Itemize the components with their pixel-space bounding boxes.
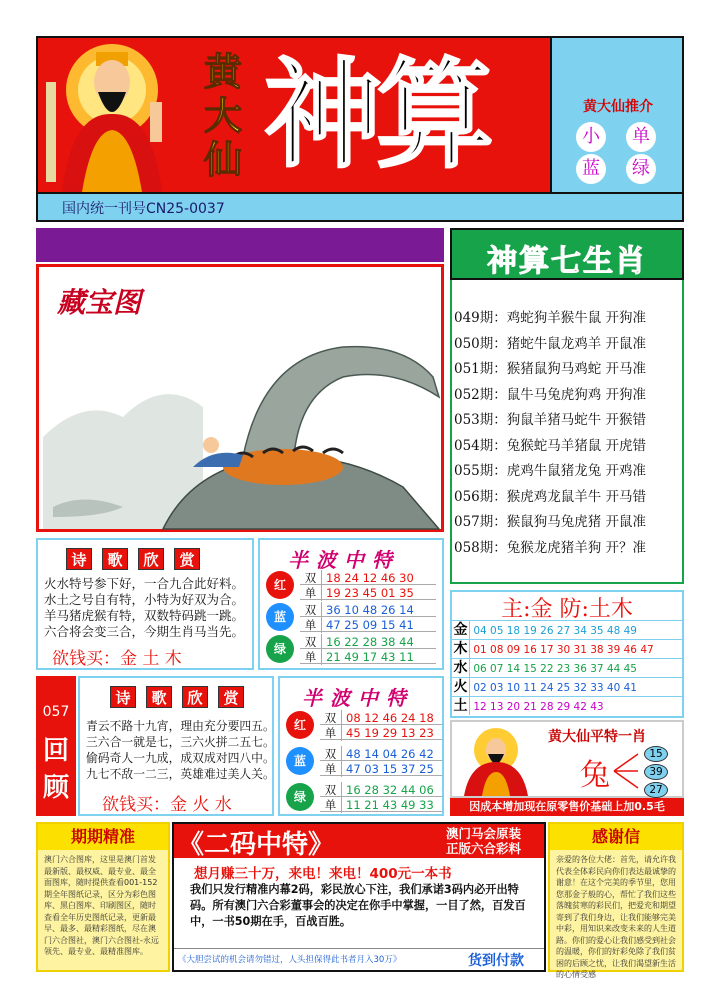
wave-values: 48 14 04 26 42 [346, 747, 434, 761]
pingte-title: 黄大仙平特一肖 [548, 729, 646, 745]
wave-key: 双 [320, 710, 342, 726]
two-code-side [446, 826, 521, 856]
wave-line-even [320, 782, 442, 797]
brand-char: 黄 [203, 49, 242, 94]
wave-values: 11 21 43 49 33 [346, 798, 434, 812]
zodiac-row: 053期：狗鼠羊猪马蛇牛 开猴错 [454, 412, 647, 428]
wave-values: 16 28 32 44 06 [346, 783, 434, 797]
element-row-earth [452, 696, 682, 715]
review-panel [36, 676, 76, 816]
poem-panel-2 [78, 676, 274, 816]
element-key: 土 [452, 697, 470, 715]
pointer-arrows-icon [612, 748, 640, 794]
wave-line-odd [320, 797, 442, 812]
wave-color-badge: 蓝 [286, 747, 314, 775]
accuracy-panel [36, 822, 170, 972]
wave-key: 双 [300, 570, 322, 586]
wave-panel-2 [278, 676, 444, 816]
wave-line-even [300, 634, 436, 649]
poem-tags [66, 548, 210, 570]
zodiac-row: 054期：兔猴蛇马羊猪鼠 开虎错 [454, 437, 647, 454]
recommend-item: 单 [626, 122, 656, 152]
deity-small-illustration [456, 726, 536, 796]
recommend-item: 蓝 [576, 154, 606, 184]
zodiac-row: 057期：猴鼠狗马兔虎猪 开鼠准 [454, 514, 647, 530]
poem-line: 羊马猪虎猴有特，双数特码跳一跳。 [44, 608, 245, 623]
zodiac-row: 052期：鼠牛马兔虎狗鸡 开狗准 [454, 386, 647, 403]
wave-values: 16 22 28 38 44 [326, 635, 414, 649]
pingte-ball: 27 [644, 782, 668, 798]
element-row-water [452, 658, 682, 677]
accuracy-text: 澳门六合图库，这里是澳门首发最新版、最权威、最专业、最全面图库，随时提供查看001-152期全年图纸记录，区分为彩色图库、黑白图库、印刷图区，随时查看全年历史图纸记录，更新最早、最多、最精彩图纸，尽在澳门六合图社，澳门六合图社-永远领先、最专业、最精准图库。 [44, 855, 159, 956]
wave-line-even [300, 570, 436, 585]
element-numbers: 02 03 10 11 24 25 32 33 40 41 [473, 682, 637, 694]
wave-color-badge: 红 [266, 571, 294, 599]
element-numbers: 06 07 14 15 22 23 36 37 44 45 [473, 663, 637, 675]
two-code-title: 《二码中特》 [178, 830, 335, 860]
poem-line: 三六合一就是七，三六火拼二五七。 [86, 735, 275, 749]
element-key: 金 [452, 621, 470, 639]
wave-key: 单 [300, 649, 322, 665]
pingte-zodiac: 兔 [580, 758, 610, 793]
wave-values: 36 10 48 26 14 [326, 603, 414, 617]
poem-tag: 诗 [110, 686, 136, 708]
wave-line-even [300, 602, 436, 617]
publication-number: 国内统一刊号CN25-0037 [62, 201, 225, 217]
wave-color-badge: 蓝 [266, 603, 294, 631]
zodiac-header [450, 228, 684, 280]
wave-key: 单 [300, 617, 322, 633]
wave-values: 21 49 17 43 11 [326, 650, 414, 664]
poem-want: 欲钱买：金 土 木 [52, 649, 182, 669]
pingte-ball: 15 [644, 746, 668, 762]
wave-lines [320, 782, 442, 812]
wave-key: 单 [320, 761, 342, 777]
wave-color-badge: 绿 [266, 635, 294, 663]
brand-huang-daxian [188, 50, 258, 182]
poem-line: 偷码奇人一九成，成双成对四八中。 [86, 751, 275, 765]
review-label-char: 顾 [42, 773, 69, 803]
recommend-panel [552, 36, 684, 194]
element-row-fire [452, 677, 682, 696]
poem-line: 青云不路十九宵，理由充分要四五。 [86, 719, 275, 733]
masthead [36, 36, 552, 194]
two-code-body: 我们只发行精准内幕2码，彩民放心下注，我们承诺3码内必开出特码。所有澳门六合彩董事会的决定在你手中掌握，一目了然，百发百中，一书50期在手，百战百胜。 [190, 883, 526, 928]
poem-tags [110, 686, 254, 708]
accuracy-title: 期期精准 [38, 824, 168, 850]
publication-bar [36, 194, 684, 222]
element-key: 火 [452, 678, 470, 696]
treasure-map-panel [36, 264, 444, 532]
zodiac-row: 051期：猴猪鼠狗马鸡蛇 开马准 [454, 361, 647, 377]
wave-color-badge: 绿 [286, 783, 314, 811]
element-numbers: 04 05 18 19 26 27 34 35 48 49 [473, 625, 637, 637]
zodiac-row: 058期：兔猴龙虎猪羊狗 开？准 [454, 539, 647, 556]
poem-want: 欲钱买：金 火 水 [102, 795, 232, 815]
wave-values: 45 19 29 13 23 [346, 726, 434, 740]
element-row-metal [452, 620, 682, 639]
brand-char: 仙 [203, 137, 242, 182]
zodiac-row: 056期：猴虎鸡龙鼠羊牛 开马错 [454, 488, 647, 505]
poem-tag: 欣 [182, 686, 208, 708]
wave-title: 半波中特 [288, 548, 400, 572]
zodiac-row: 050期：猪蛇牛鼠龙鸡羊 开鼠准 [454, 335, 647, 352]
wave-values: 47 25 09 15 41 [326, 618, 414, 632]
poem-tag: 赏 [218, 686, 244, 708]
wave-values: 47 03 15 37 25 [346, 762, 434, 776]
wave-key: 单 [300, 585, 322, 601]
wave-title: 半波中特 [302, 686, 414, 710]
wave-key: 双 [300, 634, 322, 650]
wave-line-odd [300, 585, 436, 600]
element-numbers: 12 13 20 21 28 29 42 43 [473, 701, 604, 713]
poem-line: 九七不敌一二三，英雄难过美人关。 [86, 767, 275, 781]
poem-panel-1 [36, 538, 254, 670]
wave-lines [300, 570, 436, 600]
wave-key: 双 [320, 746, 342, 762]
element-key: 水 [452, 659, 470, 677]
zodiac-row: 049期：鸡蛇狗羊猴牛鼠 开狗准 [454, 310, 647, 326]
element-row-wood [452, 639, 682, 658]
thank-you-letter-panel [548, 822, 684, 979]
price-note: 因成本增加现在原零售价基础上加0.5毛 [450, 798, 684, 816]
wave-line-odd [300, 649, 436, 664]
wave-lines [320, 710, 442, 740]
poem-tag: 欣 [138, 548, 164, 570]
brand-char: 大 [203, 93, 242, 138]
review-label-char: 回 [42, 736, 69, 766]
poem-tag: 歌 [146, 686, 172, 708]
two-code-footer-bar [174, 948, 544, 970]
five-elements-table [450, 590, 684, 718]
pingte-ball: 39 [644, 764, 668, 780]
poem-tag: 歌 [102, 548, 128, 570]
two-code-side-line: 澳门马会原装 [446, 826, 522, 841]
element-numbers: 01 08 09 16 17 30 31 38 39 46 47 [473, 644, 654, 656]
thank-you-title: 感谢信 [550, 824, 682, 850]
poem-tag: 诗 [66, 548, 92, 570]
wave-lines [300, 602, 436, 632]
wave-line-odd [300, 617, 436, 632]
wave-line-even [320, 710, 442, 725]
poem-lines [86, 718, 275, 782]
review-issue: 057 [42, 704, 70, 720]
wave-color-badge: 红 [286, 711, 314, 739]
wave-line-odd [320, 761, 442, 776]
poem-line: 水土之号自有特，小特为好双为合。 [44, 592, 245, 607]
two-code-slogan: 想月赚三十万，来电！来电！400元一本书 [194, 866, 452, 882]
pingte-panel [450, 720, 684, 798]
brand-shensuan: 神算 [264, 45, 489, 184]
cash-on-delivery: 货到付款 [468, 953, 524, 969]
wave-lines [320, 746, 442, 776]
wave-values: 18 24 12 46 30 [326, 571, 414, 585]
recommend-item: 绿 [626, 154, 656, 184]
wave-line-odd [320, 725, 442, 740]
poem-line: 火水特号参下好，一合九合此好料。 [44, 576, 245, 591]
wave-panel-1 [258, 538, 444, 670]
treasure-map-title: 藏宝图 [57, 286, 142, 319]
poem-lines [44, 576, 244, 640]
two-code-header [174, 824, 544, 858]
five-elements-head: 主:金 防:土木 [501, 597, 633, 622]
zodiac-list [454, 306, 682, 561]
wave-key: 双 [300, 602, 322, 618]
zodiac-row: 055期：虎鸡牛鼠猪龙兔 开鸡准 [454, 463, 647, 479]
wave-values: 08 12 46 24 18 [346, 711, 434, 725]
two-code-ad-panel [172, 822, 546, 972]
wave-values: 19 23 45 01 35 [326, 586, 414, 600]
recommend-title: 黄大仙推介 [583, 99, 653, 115]
recommend-item: 小 [576, 122, 606, 152]
poem-line: 六合将会变三合，今期生肖马当先。 [44, 624, 245, 639]
wave-key: 双 [320, 782, 342, 798]
wave-key: 单 [320, 725, 342, 741]
wave-lines [300, 634, 436, 664]
purple-banner [36, 228, 444, 262]
thank-you-text: 亲爱的各位大佬：首先，请允许我代表全体彩民向你们表达最诚挚的谢意！在这个完美的季节里，您用您那金子般的心，帮忙了我们这些落魄贫寒的彩民们，把爱充和期望寄到了我们身边，让我们能够完美中彩，用知识来改变未来的人生道路。你们的爱心让我们感受到社会的温暖，你们的好彩免除了我们贫困的后顾之忧，让我们渴望新生活的心情受感 [556, 855, 676, 979]
wave-line-even [320, 746, 442, 761]
two-code-footer: 《大胆尝试的机会请勿错过，人头担保得此书者月入30万》 [178, 955, 402, 965]
zodiac-list-panel [450, 280, 684, 584]
poem-tag: 赏 [174, 548, 200, 570]
huang-daxian-deity-illustration [42, 42, 192, 192]
wave-key: 单 [320, 797, 342, 813]
treasure-map-illustration [43, 317, 439, 529]
two-code-side-line: 正版六合彩料 [446, 841, 522, 856]
element-key: 木 [452, 640, 470, 658]
zodiac-title: 神算七生肖 [487, 244, 647, 279]
